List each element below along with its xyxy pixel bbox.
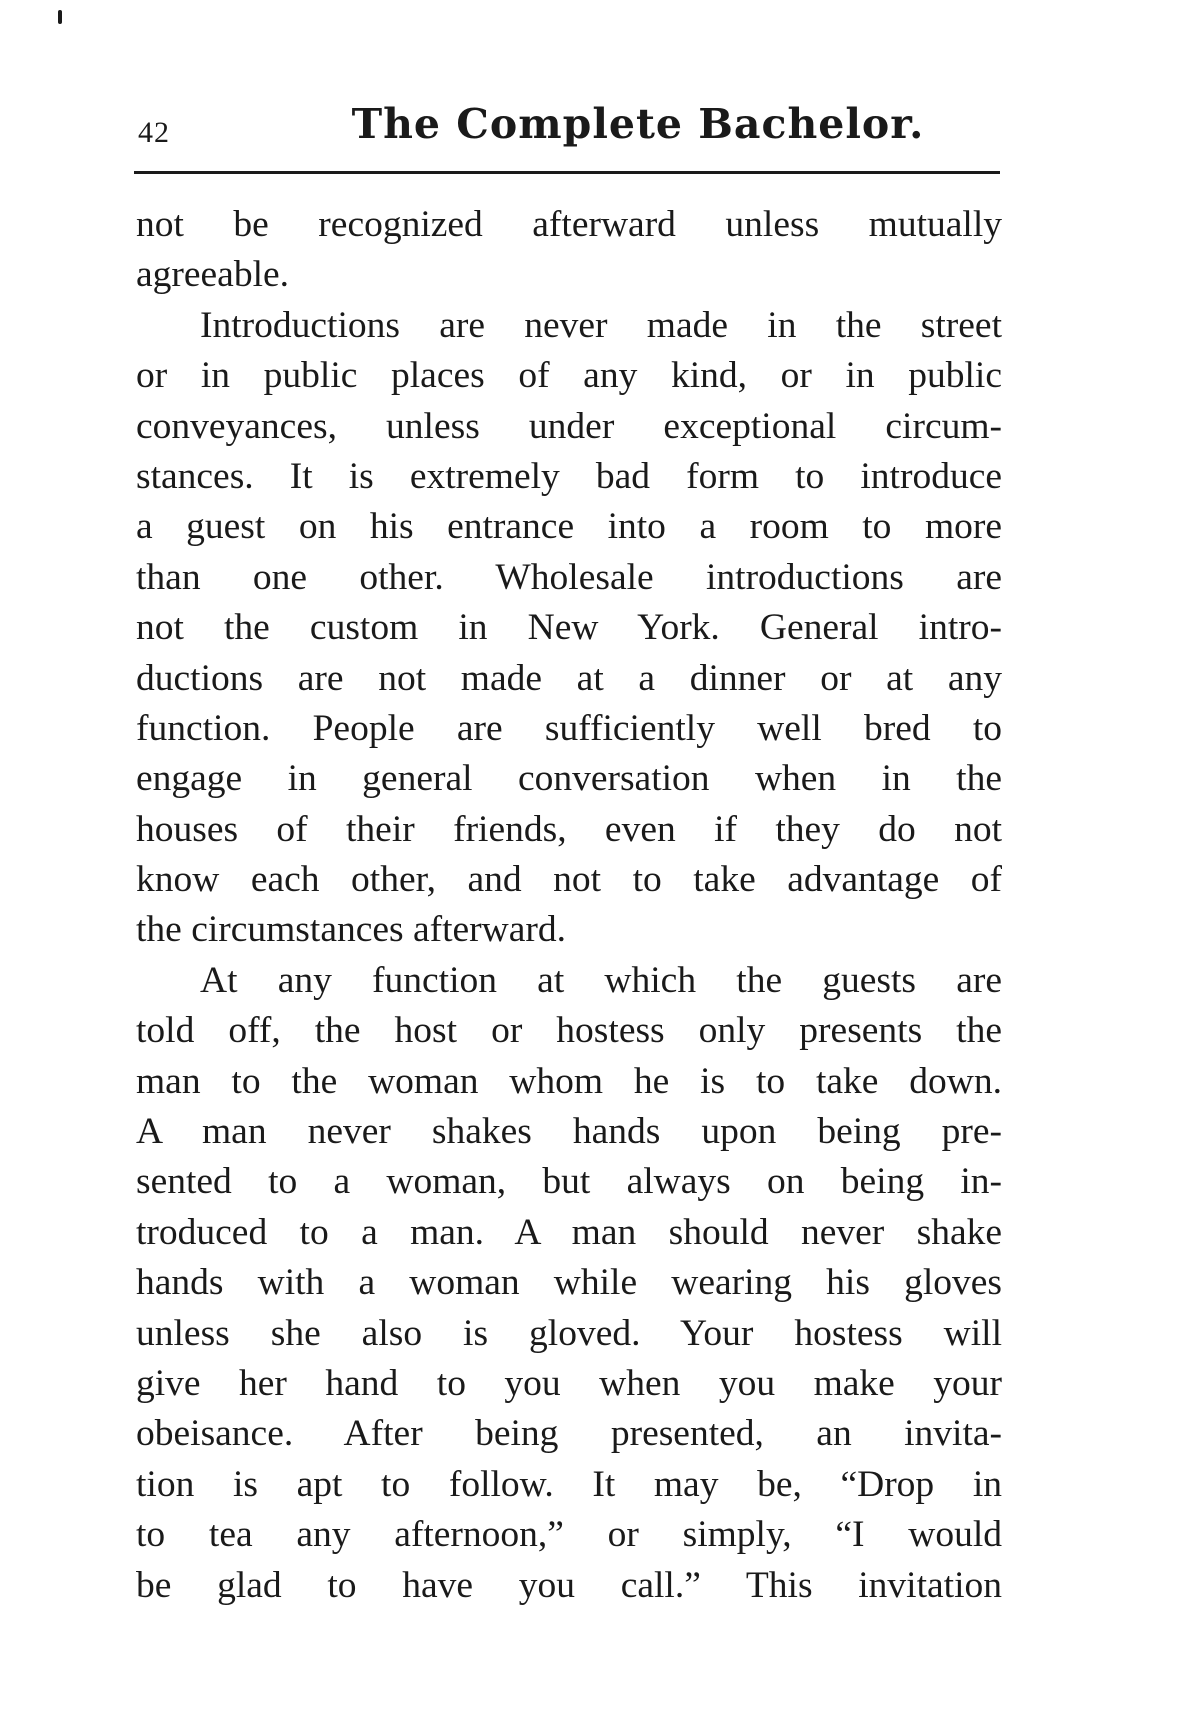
text-line: conveyances, unless under exceptional circum- [136,405,1002,447]
text-line: give her hand to you when you make your [136,1362,1002,1404]
text-line: to tea any afternoon,” or simply, “I would [136,1514,1002,1556]
text-line: A man never shakes hands upon being pre- [136,1111,1002,1153]
text-line: unless she also is gloved. Your hostess will [136,1312,1002,1354]
text-line: obeisance. After being presented, an invita- [136,1413,1002,1455]
text-line: function. People are sufficiently well bred to [136,707,1002,749]
page-number: 42 [138,116,170,149]
text-line: know each other, and not to take advantage of [136,859,1002,901]
text-line: the circumstances afterward. [136,909,566,951]
text-line: engage in general conversation when in the [136,758,1002,800]
text-line: or in public places of any kind, or in public [136,355,1002,397]
running-title: The Complete Bachelor. [351,100,925,148]
text-line: told off, the host or hostess only presents the [136,1010,1002,1052]
text-line: man to the woman whom he is to take down. [136,1060,1002,1102]
text-line: hands with a woman while wearing his gloves [136,1262,1002,1304]
text-line: not be recognized afterward unless mutually [136,204,1002,245]
text-line: tion is apt to follow. It may be, “Drop in [136,1463,1002,1505]
text-line: be glad to have you call.” This invitation [136,1564,1002,1606]
text-line: agreeable. [136,254,290,296]
body-text [136,200,1002,1611]
text-line: Introductions are never made in the street [200,304,1002,346]
text-line: troduced to a man. A man should never shake [136,1211,1002,1253]
text-line: stances. It is extremely bad form to introduce [136,455,1002,497]
margin-mark [58,10,62,24]
header-rule [134,171,1000,174]
text-line: At any function at which the guests are [200,959,1002,1001]
text-line: a guest on his entrance into a room to more [136,506,1002,548]
text-line: sented to a woman, but always on being in- [136,1161,1002,1203]
text-line: ductions are not made at a dinner or at any [136,657,1002,699]
text-line: than one other. Wholesale introductions are [136,556,1002,598]
text-line: not the custom in New York. General intro- [136,607,1002,649]
page-header [138,100,998,156]
text-line: houses of their friends, even if they do not [136,808,1002,850]
